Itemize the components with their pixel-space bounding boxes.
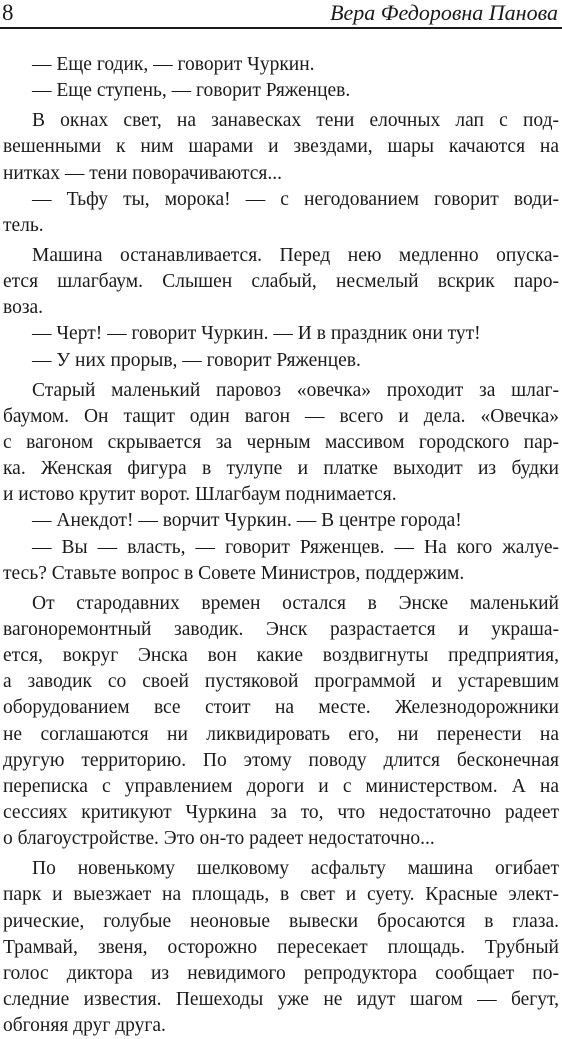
text-line: рические, голубые неоновые вывески бросаются в глаза. — [3, 910, 559, 932]
text-line: и истово крутит ворот. Шлагбаум поднимается. — [3, 484, 397, 506]
page-header — [0, 0, 562, 30]
text-line: тесь? Ставьте вопрос в Совете Министров, поддержим. — [3, 562, 465, 584]
text-line: В окнах свет, на занавесках тени елочных лап с под- — [32, 110, 559, 132]
text-line: вешенными к ним шарами и звездами, шары качаются на — [3, 136, 559, 158]
text-line: ется, вокруг Энска вон какие воздвигнуты предприятия, — [3, 645, 559, 667]
text-line: — Еще ступень, — говорит Ряженцев. — [32, 80, 351, 102]
text-line: не соглашаются ни ликвидировать его, ни перенести на — [3, 723, 559, 745]
text-line: — Вы — власть, — говорит Ряженцев. — На кого жалуе- — [32, 536, 559, 558]
text-line: Трамвай, звеня, осторожно пересекает площадь. Трубный — [3, 936, 559, 958]
text-line: вагоноремонтный заводик. Энск разрастается и украша- — [3, 618, 559, 640]
header-rule — [0, 27, 562, 29]
text-line: ка. Женская фигура в тулупе и платке выходит из будки — [3, 458, 559, 480]
text-line: тель. — [3, 214, 44, 236]
text-line: парк и выезжает на площадь, в свет и суету. Красные элект- — [3, 884, 559, 906]
text-line: Машина останавливается. Перед нею медленно опуска- — [32, 244, 559, 266]
text-line: сессиях критикуют Чуркина за то, что недостаточно радеет — [3, 801, 559, 823]
text-line: — Анекдот! — ворчит Чуркин. — В центре города! — [32, 510, 462, 532]
text-line: переписка с управлением дороги и с министерством. А на — [3, 775, 559, 797]
text-line: следние известия. Пешеходы уже не идут шагом — бегут, — [3, 988, 559, 1010]
text-line: а заводик со своей пустяковой программой и устаревшим — [3, 671, 559, 693]
text-line: По новенькому шелковому асфальту машина огибает — [32, 858, 559, 880]
text-line: нитках — тени поворачиваются... — [3, 162, 282, 184]
text-line: — Тьфу ты, морока! — с негодованием говорит води- — [32, 188, 559, 210]
text-line: другую территорию. По этому поводу длится бесконечная — [3, 749, 559, 771]
text-line: — У них прорыв, — говорит Ряженцев. — [32, 349, 361, 371]
body-text — [3, 52, 559, 1039]
text-line: о благоустройстве. Это он-то радеет недостаточно... — [3, 828, 435, 850]
text-line: баумом. Он тащит один вагон — всего и дела. «Овечка» — [3, 405, 559, 427]
text-line: обгоняя друг друга. — [3, 1015, 166, 1037]
text-line: воза. — [3, 297, 44, 319]
text-line: — Черт! — говорит Чуркин. — И в праздник они тут! — [32, 323, 481, 345]
running-title: Вера Федоровна Панова — [330, 0, 558, 25]
text-line: Старый маленький паровоз «овечка» проходит за шлаг- — [32, 379, 559, 401]
page-number: 8 — [2, 0, 14, 25]
text-line: От стародавних времен остался в Энске маленький — [32, 592, 559, 614]
text-line: голос диктора из невидимого репродуктора сообщает по- — [3, 962, 559, 984]
text-line: ется шлагбаум. Слышен слабый, несмелый вскрик паро- — [3, 271, 559, 293]
text-line: — Еще годик, — говорит Чуркин. — [32, 54, 315, 75]
text-line: с вагоном скрывается за черным массивом городского пар- — [3, 431, 559, 453]
text-line: оборудованием все стоит на месте. Железнодорожники — [3, 697, 559, 719]
